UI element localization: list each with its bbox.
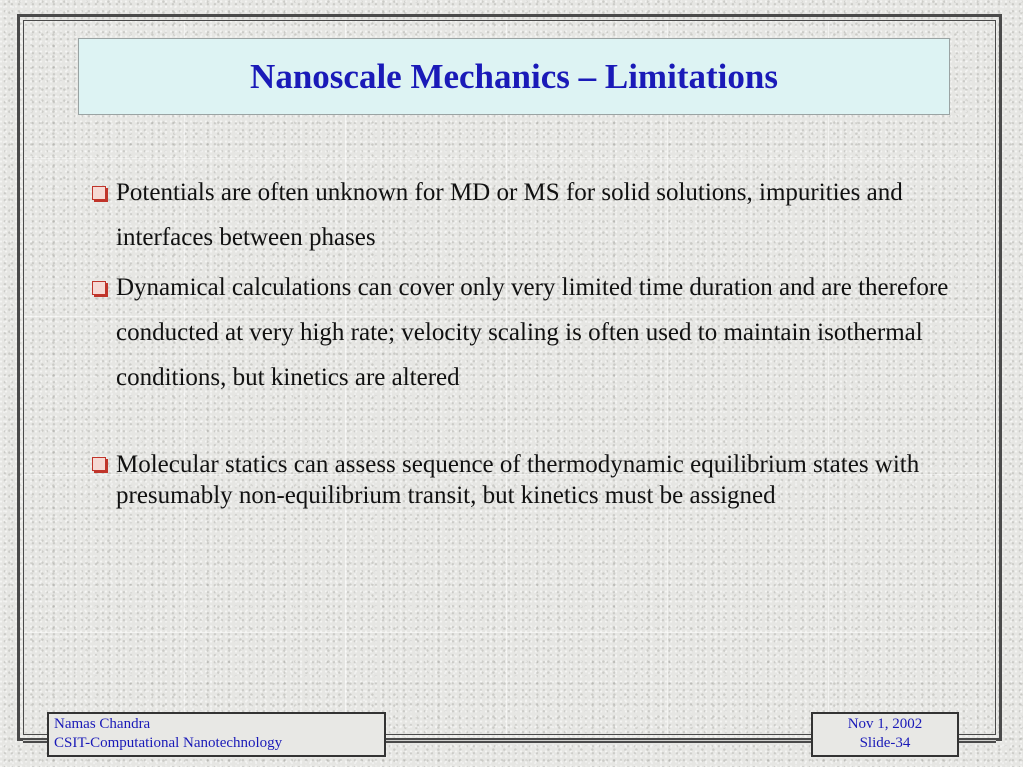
- bullet-text: Potentials are often unknown for MD or MS for solid solutions, impurities and interfaces between phases: [116, 179, 903, 251]
- checkbox-bullet-icon: [92, 457, 106, 471]
- footer-date-box: [811, 712, 959, 757]
- checkbox-bullet-icon: [92, 186, 106, 200]
- footer-author: Namas Chandra: [54, 716, 151, 732]
- footer-author-box: [47, 712, 386, 757]
- bullet-item: [92, 265, 952, 400]
- footer-date: Nov 1, 2002: [847, 716, 923, 732]
- bullet-item: [92, 170, 952, 260]
- slide-number: Slide-34: [859, 735, 911, 751]
- bullet-text: Dynamical calculations can cover only very limited time duration and are therefore conducted at very high rate; velocity scaling is often used to maintain isothermal conditions, but kinetics are altered: [116, 274, 949, 391]
- checkbox-bullet-icon: [92, 281, 106, 295]
- bullet-item: [92, 449, 952, 511]
- slide-title: Nanoscale Mechanics – Limitations: [250, 56, 778, 96]
- footer-affiliation: CSIT-Computational Nanotechnology: [54, 735, 283, 751]
- title-box: [78, 38, 950, 115]
- bullet-text: Molecular statics can assess sequence of thermodynamic equilibrium states with presumably non-equilibrium transit, but kinetics must be assigned: [116, 451, 920, 509]
